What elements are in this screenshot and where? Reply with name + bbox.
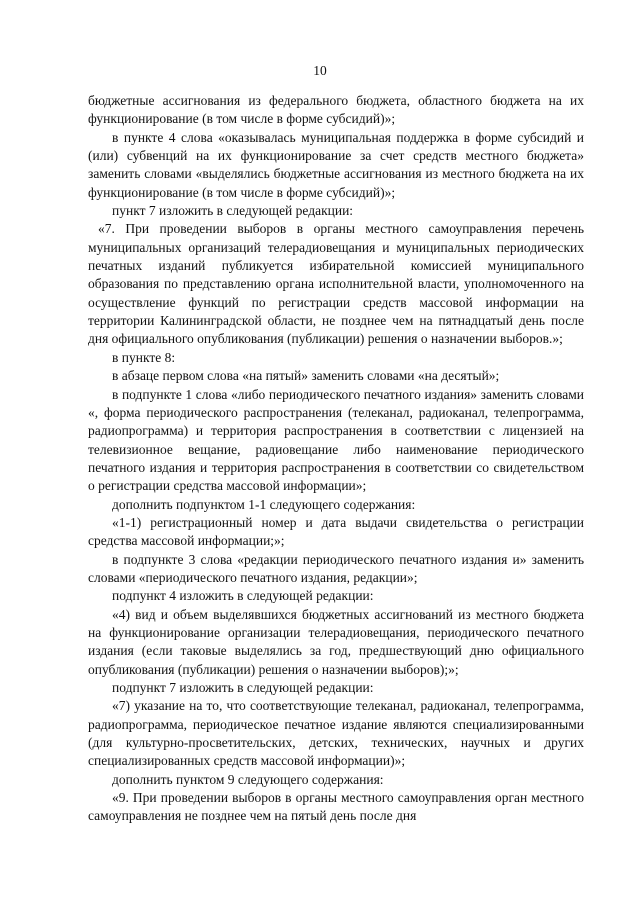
paragraph-5: в пункте 8: xyxy=(112,349,176,365)
page-number: 10 xyxy=(313,63,327,78)
paragraph-11: подпункт 4 изложить в следующей редакции: xyxy=(112,588,374,604)
paragraph-7: в подпункте 1 слова «либо периодического печатного издания» заменить словами «, форма периодического распространения (телеканал, радиоканал, телепрограмма, радиопрограмма) и территория распространения в соответствии с лицензией на телевизионное вещание, радиовещание либо наименование периодического печатного издания и территория распространения в соответствии со свидетельством о регистрации средства массовой информации»; xyxy=(88,386,584,494)
paragraph-6: в абзаце первом слова «на пятый» заменить словами «на десятый»; xyxy=(112,368,500,384)
paragraph-8: дополнить подпунктом 1-1 следующего содержания: xyxy=(112,496,416,512)
paragraph-1: бюджетные ассигнования из федерального бюджета, областного бюджета на их функционирование (в том числе в форме субсидий)»; xyxy=(88,93,584,127)
paragraph-2: в пункте 4 слова «оказывалась муниципальная поддержка в форме субсидий и (или) субвенций на их функционирование за счет средств местного бюджета» заменить словами «выделялись бюджетные ассигнования из местного бюджета на их функционирование (в том числе в форме субсидий)»; xyxy=(88,129,584,200)
paragraph-12: «4) вид и объем выделявшихся бюджетных ассигнований из местного бюджета на функционирование организации телерадиовещания, периодического печатного издания (если таковые выделялись за год, предшествующий дню официального опубликования (публикации) решения о назначении выборов);»; xyxy=(88,606,584,677)
paragraph-10: в подпункте 3 слова «редакции периодического печатного издания и» заменить словами «периодического печатного издания, редакции»; xyxy=(88,551,584,585)
paragraph-13: подпункт 7 изложить в следующей редакции: xyxy=(112,680,374,695)
paragraph-9: «1-1) регистрационный номер и дата выдачи свидетельства о регистрации средства массовой информации;»; xyxy=(88,514,584,549)
paragraph-4: «7. При проведении выборов в органы местного самоуправления перечень муниципальных организаций телерадиовещания и муниципальных периодических печатных изданий публикуется избирательной комиссией муниципального образования по представлению органа исполнительной власти, уполномоченного на осуществление функций по регистрации средств массовой информации на территории Калининградской области, не позднее чем на пятнадцатый день после дня официального опубликования (публикации) решения о назначении выборов.»; xyxy=(88,221,584,347)
paragraph-15: дополнить пунктом 9 следующего содержания: xyxy=(112,771,384,787)
paragraph-3: пункт 7 изложить в следующей редакции: xyxy=(112,203,354,219)
paragraph-16: «9. При проведении выборов в органы местного самоуправления орган местного самоуправления не позднее чем на пятый день после дня xyxy=(88,790,584,824)
document-body xyxy=(88,92,584,826)
paragraph-14: «7) указание на то, что соответствующие телеканал, радиоканал, телепрограмма, радиопрограмма, периодическое печатное издание являются специализированными (для культурно-просветительских, детских, технических, научных и других специализированных средств массовой информации)»; xyxy=(88,698,584,769)
